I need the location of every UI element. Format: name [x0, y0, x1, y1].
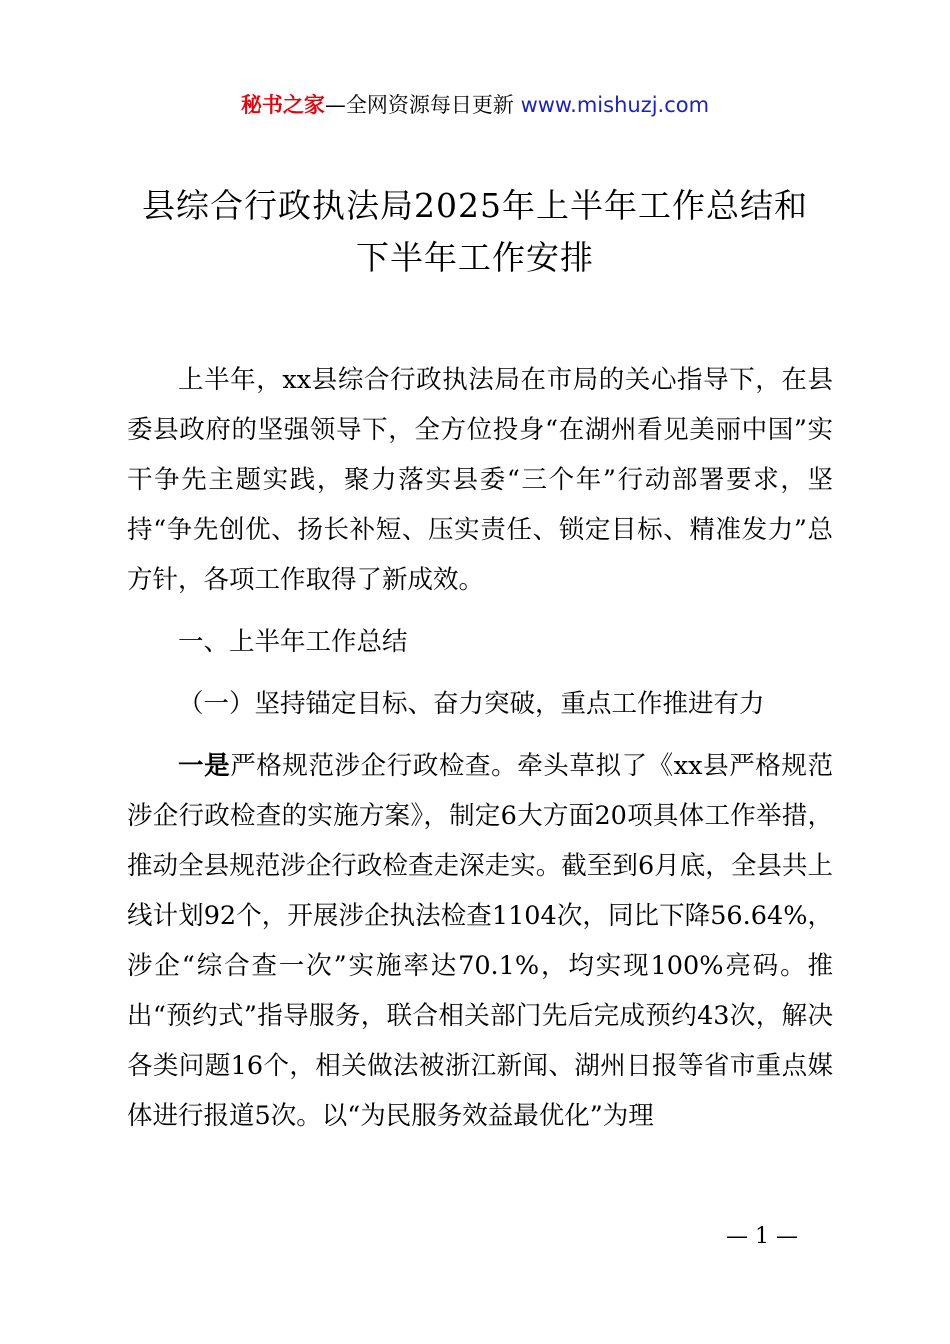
section-heading: 一、上半年工作总结 — [178, 627, 408, 657]
subsection-heading: （一）坚持锚定目标、奋力突破，重点工作推进有力 — [178, 689, 765, 719]
brand-name: 秘书之家 — [240, 93, 325, 117]
item-paragraph — [127, 741, 833, 1141]
item-lead: 一是 — [178, 751, 231, 781]
title-line-2: 下半年工作安排 — [356, 238, 594, 277]
site-url-link[interactable]: www.mishuzj.com — [520, 93, 710, 117]
title-line-1: 县综合行政执法局2025年上半年工作总结和 — [142, 186, 808, 225]
site-header — [0, 88, 950, 122]
document-body — [127, 355, 833, 1141]
header-slogan: —全网资源每日更新 — [324, 93, 514, 117]
item-text: 严格规范涉企行政检查。牵头草拟了《xx县严格规范涉企行政检查的实施方案》，制定6大方面20项具体工作举措，推动全县规范涉企行政检查走深走实。截至到6月底，全县共上线计划92个，开展涉企执法检查1104次，同比下降56.64%，涉企“综合查一次”实施率达70.1%，均实现100%亮码。推出“预约式”指导服务，联合相关部门先后完成预约43次，解决各类问题16个，相关做法被浙江新闻、湖州日报等省市重点媒体进行报道5次。以“为民服务效益最优化”为理 — [127, 751, 833, 1131]
page-number: — 1 — — [726, 1224, 798, 1249]
document-title — [100, 180, 850, 284]
intro-paragraph: 上半年，xx县综合行政执法局在市局的关心指导下，在县委县政府的坚强领导下，全方位投身“在湖州看见美丽中国”实干争先主题实践，聚力落实县委“三个年”行动部署要求，坚持“争先创优、扬长补短、压实责任、锁定目标、精准发力”总方针，各项工作取得了新成效。 — [127, 365, 833, 595]
